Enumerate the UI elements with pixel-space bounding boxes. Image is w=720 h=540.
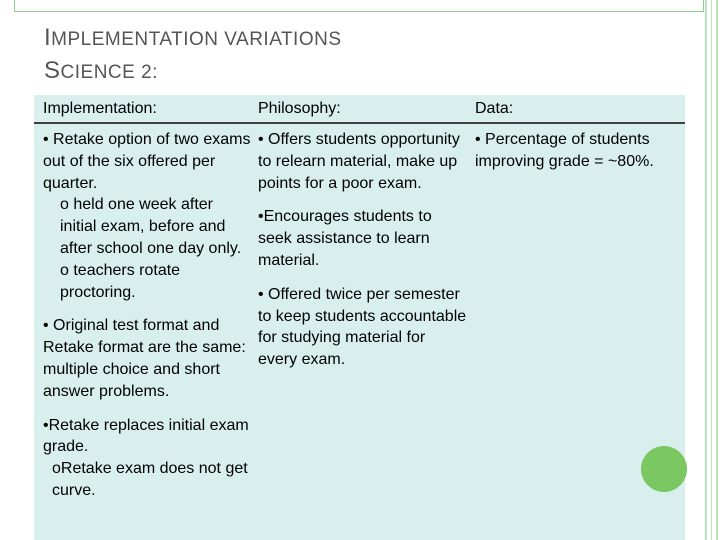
philosophy-cell — [258, 129, 468, 371]
variations-table — [34, 95, 685, 540]
table-header-row — [34, 95, 685, 124]
implementation-point: •Retake replaces initial exam grade. oRetake exam does not get curve. — [43, 416, 249, 499]
header-data: Data: — [475, 100, 514, 117]
header-philosophy: Philosophy: — [258, 100, 341, 117]
title-line-1: IMPLEMENTATION VARIATIONS — [44, 24, 342, 51]
data-cell — [475, 129, 681, 173]
title-line-2: SCIENCE 2: — [44, 57, 158, 84]
slide-title — [44, 22, 342, 88]
implementation-point: • Retake option of two exams out of the six offered per quarter. o held one week after initial exam, before and after school one day only. o teachers rotate proctoring. — [43, 131, 251, 301]
decorative-rail — [711, 0, 712, 540]
data-point: • Percentage of students improving grade = ~80%. — [475, 131, 654, 170]
philosophy-point: • Offers students opportunity to relearn material, make up points for a poor exam. — [258, 131, 460, 192]
header-implementation: Implementation: — [43, 100, 157, 117]
decorative-rail — [716, 0, 718, 540]
decorative-rail — [705, 0, 707, 540]
philosophy-point: • Offered twice per semester to keep students accountable for studying material for every exam. — [258, 285, 467, 369]
decorative-dot — [641, 446, 687, 492]
slide-frame — [14, 0, 704, 12]
philosophy-point: •Encourages students to seek assistance to learn material. — [258, 208, 432, 269]
implementation-point: • Original test format and Retake format are the same: multiple choice and short answer problems. — [43, 317, 246, 400]
implementation-cell — [43, 129, 253, 502]
